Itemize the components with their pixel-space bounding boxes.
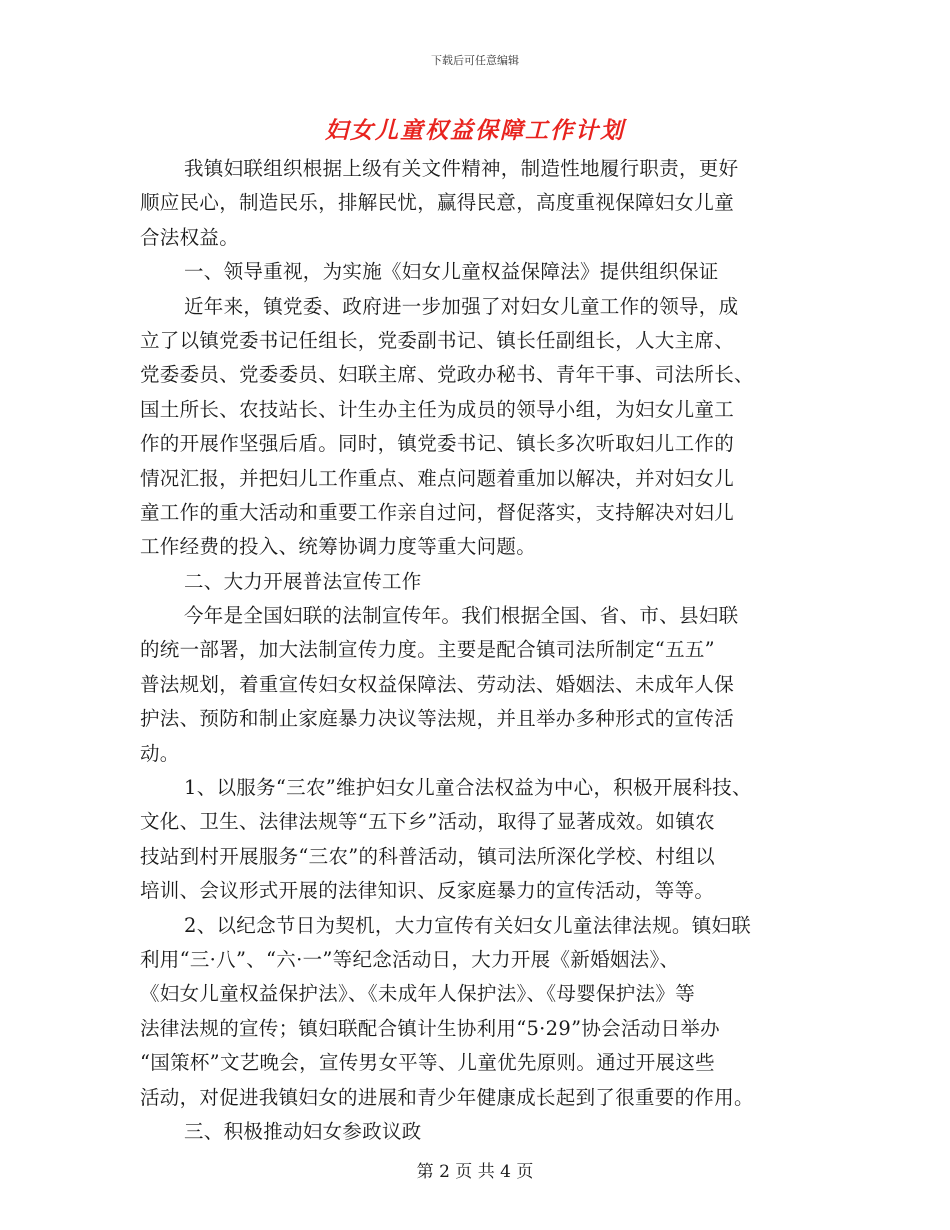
body-line: 顺应民心，制造民乐，排解民忧，赢得民意，高度重视保障妇女儿童 (140, 191, 735, 215)
body-line: 近年来，镇党委、政府进一步加强了对妇女儿童工作的领导，成 (184, 294, 739, 318)
body-line: 培训、会议形式开展的法律知识、反家庭暴力的宣传活动，等等。 (140, 879, 715, 903)
body-line: 二、大力开展普法宣传工作 (184, 569, 422, 593)
page-number: 第 2 页 共 4 页 (416, 1162, 534, 1182)
body-line: 童工作的重大活动和重要工作亲自过问，督促落实，支持解决对妇儿 (140, 500, 735, 524)
body-line: 法律法规的宣传；镇妇联配合镇计生协利用“5·29”协会活动日举办 (140, 1016, 720, 1040)
body-line: 护法、预防和制止家庭暴力决议等法规，并且举办多种形式的宣传活 (140, 707, 735, 731)
body-line: 今年是全国妇联的法制宣传年。我们根据全国、省、市、县妇联 (184, 604, 739, 628)
body-line: 立了以镇党委书记任组长，党委副书记、镇长任副组长，人大主席、 (140, 328, 735, 352)
body-line: 一、领导重视，为实施《妇女儿童权益保障法》提供组织保证 (184, 260, 719, 284)
body-line: “国策杯”文艺晚会，宣传男女平等、儿童优先原则。通过开展这些 (140, 1051, 715, 1075)
body-line: 作的开展作坚强后盾。同时，镇党委书记、镇长多次听取妇儿工作的 (140, 432, 735, 456)
body-line: 动。 (140, 741, 180, 765)
header-note: 下载后可任意编辑 (431, 54, 519, 67)
body-line: 工作经费的投入、统筹协调力度等重大问题。 (140, 535, 537, 559)
body-line: 《妇女儿童权益保护法》、《未成年人保护法》、《母婴保护法》等 (140, 982, 696, 1006)
body-line: 1、以服务“三农”维护妇女儿童合法权益为中心，积极开展科技、 (184, 776, 752, 800)
body-line: 技站到村开展服务“三农”的科普活动，镇司法所深化学校、村组以 (140, 844, 715, 868)
body-line: 我镇妇联组织根据上级有关文件精神，制造性地履行职责，更好 (184, 157, 739, 180)
body-line: 利用“三·八”、“六·一”等纪念活动日，大力开展《新婚姻法》、 (140, 947, 680, 971)
document-title: 妇女儿童权益保障工作计划 (325, 118, 625, 144)
body-line: 文化、卫生、法律法规等“五下乡”活动，取得了显著成效。如镇农 (140, 810, 715, 834)
body-line: 活动，对促进我镇妇女的进展和青少年健康成长起到了很重要的作用。 (140, 1085, 754, 1109)
body-line: 2、以纪念节日为契机，大力宣传有关妇女儿童法律法规。镇妇联 (184, 913, 752, 937)
body-line: 情况汇报，并把妇儿工作重点、难点问题着重加以解决，并对妇女儿 (140, 466, 735, 490)
body-line: 党委委员、党委委员、妇联主席、党政办秘书、青年干事、司法所长、 (140, 363, 754, 387)
body-line: 普法规划，着重宣传妇女权益保障法、劳动法、婚姻法、未成年人保 (140, 672, 735, 696)
body-line: 三、积极推动妇女参政议政 (184, 1119, 422, 1143)
body-line: 合法权益。 (140, 225, 240, 249)
body-line: 国土所长、农技站长、计生办主任为成员的领导小组，为妇女儿童工 (140, 397, 735, 421)
body-line: 的统一部署，加大法制宣传力度。主要是配合镇司法所制定“五五” (140, 638, 715, 662)
document-body (140, 152, 820, 1149)
